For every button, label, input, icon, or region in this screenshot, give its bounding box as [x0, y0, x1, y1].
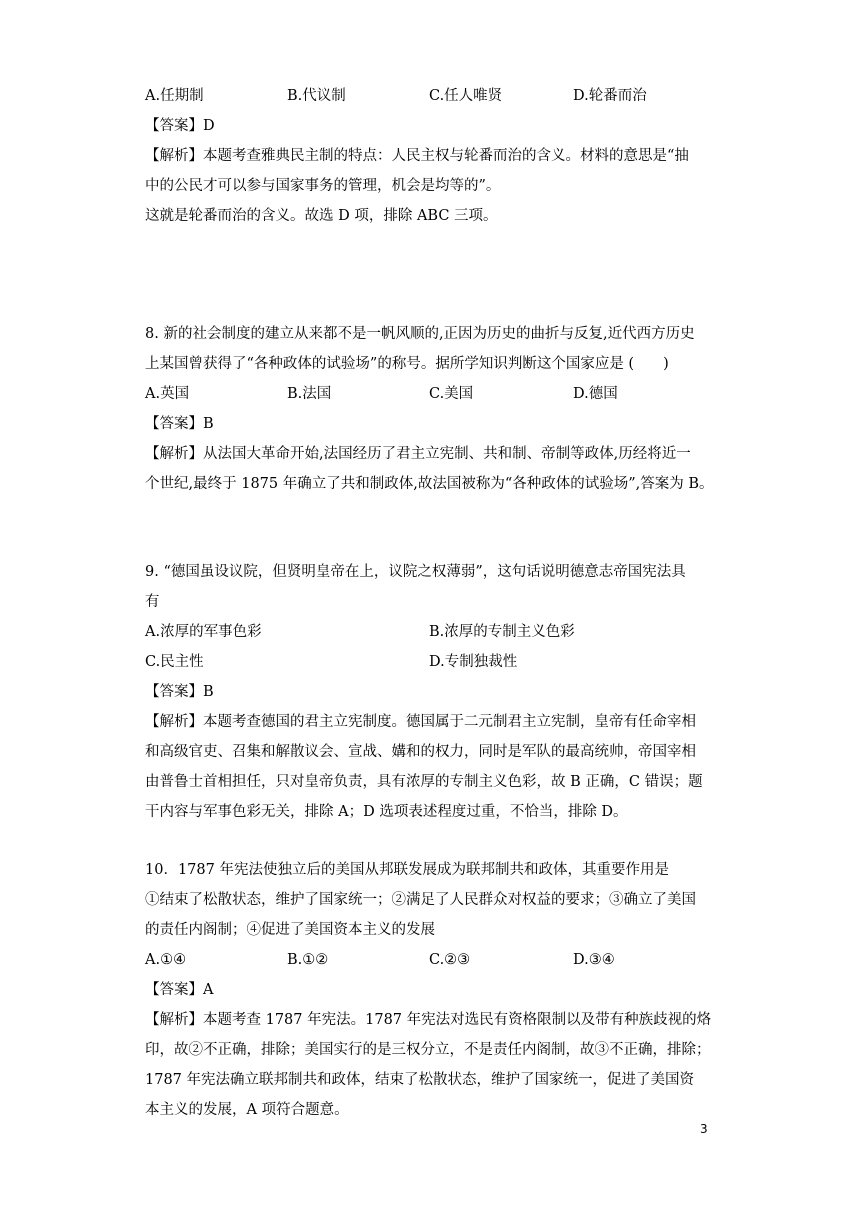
q7-analysis-line: 【解析】本题考查雅典民主制的特点：人民主权与轮番而治的含义。材料的意思是“抽	[145, 148, 689, 164]
q8-option-b: B.法国	[287, 386, 332, 402]
q10-option-b: B.①②	[287, 952, 329, 968]
q7-analysis-line: 中的公民才可以参与国家事务的管理，机会是均等的”。	[145, 178, 501, 194]
q10-option-d: D.③④	[573, 952, 615, 968]
q8-option-c: C.美国	[429, 386, 474, 402]
q10-stem-line: ①结束了松散状态，维护了国家统一；②满足了人民群众对权益的要求；③确立了美国	[145, 892, 696, 908]
question-7	[145, 81, 720, 231]
q8-option-d: D.德国	[573, 386, 618, 402]
question-10	[145, 855, 720, 1125]
q10-option-c: C.②③	[429, 952, 471, 968]
q9-options-row-1	[145, 617, 720, 647]
q8-analysis-line: 个世纪,最终于 1875 年确立了共和制政体,故法国被称为“各种政体的试验场”,答案为 B。	[145, 476, 714, 492]
q10-stem-line: 10．1787 年宪法使独立后的美国从邦联发展成为联邦制共和政体，其重要作用是	[145, 862, 669, 878]
q7-options	[145, 81, 720, 111]
q8-option-a: A.英国	[145, 386, 190, 402]
q7-option-c: C.任人唯贤	[429, 88, 503, 104]
q7-option-a: A.任期制	[145, 88, 204, 104]
q8-stem-line: 8. 新的社会制度的建立从来都不是一帆风顺的,正因为历史的曲折与反复,近代西方历史	[145, 326, 695, 342]
q10-analysis-line: 印，故②不正确，排除；美国实行的是三权分立，不是责任内阁制，故③不正确，排除；	[145, 1042, 711, 1058]
question-9	[145, 557, 720, 827]
q8-analysis-line: 【解析】从法国大革命开始,法国经历了君主立宪制、共和制、帝制等政体,历经将近一	[145, 446, 691, 462]
q7-analysis-line: 这就是轮番而治的含义。故选 D 项，排除 ABC 三项。	[145, 208, 498, 224]
q9-option-c: C.民主性	[145, 654, 204, 670]
q9-option-b: B.浓厚的专制主义色彩	[429, 624, 575, 640]
q7-option-d: D.轮番而治	[573, 88, 647, 104]
q10-stem-line: 的责任内阁制；④促进了美国资本主义的发展	[145, 922, 435, 938]
q9-answer: 【答案】B	[145, 684, 214, 700]
q9-analysis-line: 和高级官吏、召集和解散议会、宣战、媾和的权力，同时是军队的最高统帅，帝国宰相	[145, 744, 696, 760]
q10-options	[145, 945, 720, 975]
q10-analysis-line: 1787 年宪法确立联邦制共和政体，结束了松散状态，维护了国家统一，促进了美国资	[145, 1072, 695, 1088]
q10-analysis-line: 【解析】本题考查 1787 年宪法。1787 年宪法对选民有资格限制以及带有种族歧视的烙	[145, 1012, 712, 1028]
q7-answer: 【答案】D	[145, 118, 215, 134]
q10-answer: 【答案】A	[145, 982, 214, 998]
q10-analysis-line: 本主义的发展，A 项符合题意。	[145, 1102, 349, 1118]
q9-analysis-line: 由普鲁士首相担任，只对皇帝负责，具有浓厚的专制主义色彩，故 B 正确，C 错误；题	[145, 774, 703, 790]
q9-options-row-2	[145, 647, 720, 677]
q9-analysis-line: 【解析】本题考查德国的君主立宪制度。德国属于二元制君主立宪制，皇帝有任命宰相	[145, 714, 696, 730]
q9-option-d: D.专制独裁性	[429, 654, 518, 670]
q9-option-a: A.浓厚的军事色彩	[145, 624, 262, 640]
question-8	[145, 319, 720, 499]
q8-answer: 【答案】B	[145, 416, 214, 432]
q9-stem-line: 9. “德国虽设议院，但贤明皇帝在上，议院之权薄弱”，这句话说明德意志帝国宪法具	[145, 564, 686, 580]
q8-options	[145, 379, 720, 409]
q9-stem-line: 有	[145, 594, 160, 610]
q8-stem-line: 上某国曾获得了“各种政体的试验场”的称号。据所学知识判断这个国家应是 ( )	[145, 356, 669, 372]
q10-option-a: A.①④	[145, 952, 187, 968]
q9-analysis-line: 干内容与军事色彩无关，排除 A；D 选项表述程度过重，不恰当，排除 D。	[145, 804, 628, 820]
q7-option-b: B.代议制	[287, 88, 346, 104]
page-number: 3	[700, 1122, 708, 1136]
